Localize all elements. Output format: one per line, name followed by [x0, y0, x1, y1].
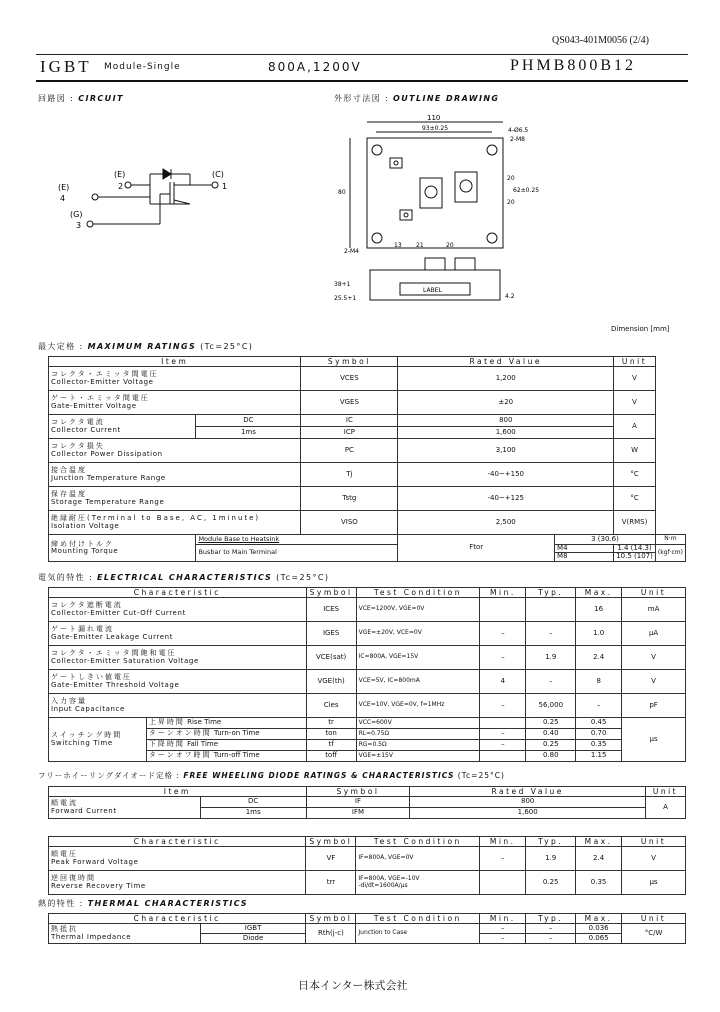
circuit-label: 3: [76, 221, 82, 230]
table-row: [49, 439, 686, 463]
text-label: Collector Power Dissipation: [51, 449, 163, 458]
elec-title: [38, 574, 329, 582]
text-label: Junction Temperature Range: [51, 473, 166, 482]
text-label: Storage Temperature Range: [51, 497, 165, 506]
table-row: [49, 924, 686, 934]
text-label: -di/dt=1600A/µs: [358, 881, 408, 889]
table-cell: Test Condition: [356, 837, 480, 847]
outline-dim: 38+1: [334, 281, 351, 288]
table-cell: DC: [196, 415, 301, 427]
table-cell: –: [480, 729, 526, 740]
table-row: [49, 718, 686, 729]
table-cell: 56,000: [526, 694, 576, 718]
table-cell: [49, 871, 306, 895]
table-cell: 2.4: [576, 646, 622, 670]
table-cell: Characteristic: [49, 588, 307, 598]
table-cell: Symbol: [306, 588, 356, 598]
table-cell: IFM: [306, 808, 410, 819]
table-cell: 1.9: [526, 847, 576, 871]
table-cell: µs: [622, 871, 686, 895]
text-label: コレクタ損失: [51, 442, 105, 451]
table-cell: tr: [306, 718, 356, 729]
table-cell: Cies: [306, 694, 356, 718]
outline-dim: 20: [507, 199, 515, 206]
table-cell: 2.4: [576, 847, 622, 871]
table-cell: Diode: [200, 934, 306, 944]
table-cell: –: [480, 622, 526, 646]
module-type: Module-Single: [104, 62, 181, 72]
table-cell: Unit: [622, 588, 686, 598]
table-cell: [49, 415, 196, 439]
rating-summary: 800A,1200V: [268, 60, 362, 74]
text-label: Collector-Emitter Voltage: [51, 377, 154, 386]
circuit-diagram: [50, 160, 240, 240]
circuit-label: (E): [58, 183, 70, 192]
table-cell: 0.70: [576, 729, 622, 740]
table-cell: [49, 511, 301, 535]
table-cell: 10.5 (107): [614, 553, 656, 561]
text-label: Gate-Emitter Voltage: [51, 401, 137, 410]
table-cell: -40~+125: [398, 487, 614, 511]
text-label: 熱抵抗: [51, 925, 78, 934]
table-cell: RL=0.75Ω: [356, 729, 480, 740]
text-label: 逆回復時間: [51, 874, 96, 883]
outline-dim: 20: [446, 242, 454, 249]
text-label: ELECTRICAL CHARACTERISTICS: [97, 573, 273, 582]
table-cell: [480, 871, 526, 895]
table-cell: [49, 463, 301, 487]
table-cell: Characteristic: [49, 914, 306, 924]
text-label: Isolation Voltage: [51, 521, 120, 530]
table-cell: Symbol: [306, 787, 410, 797]
table-cell: [480, 718, 526, 729]
outline-dim: 110: [427, 114, 441, 122]
circuit-label: (E): [114, 170, 126, 179]
table-cell: 0.25: [526, 740, 576, 751]
table-cell: 0.80: [526, 751, 576, 762]
table-cell: 1.15: [576, 751, 622, 762]
table-cell: IC=800A, VGE=15V: [356, 646, 480, 670]
outline-section-title: [334, 95, 499, 103]
table-header-row: [49, 588, 686, 598]
table-row: [49, 670, 686, 694]
text-label: スイッチング時間: [51, 731, 123, 740]
table-cell: 3 (30.6): [555, 535, 656, 545]
text-label: 下降時間: [148, 740, 185, 749]
document-number: QS043-401M0056 (2/4): [552, 35, 649, 46]
text-label: フリーホイーリングダイオード定格 :: [38, 771, 180, 780]
text-label: FREE WHEELING DIODE RATINGS & CHARACTERISTICS: [183, 771, 455, 780]
text-label: THERMAL CHARACTERISTICS: [87, 899, 248, 908]
table-cell: V(RMS): [614, 511, 656, 535]
table-cell: IGES: [306, 622, 356, 646]
table-cell: Typ.: [526, 837, 576, 847]
table-cell: Max.: [576, 837, 622, 847]
table-cell: 1,200: [398, 367, 614, 391]
text-label: Thermal Impedance: [51, 932, 132, 941]
table-cell: Typ.: [526, 588, 576, 598]
text-label: 熱的特性 :: [38, 899, 84, 908]
text-label: ターンオフ時間: [148, 751, 212, 760]
table-cell: –: [526, 622, 576, 646]
outline-dim: 25.5+1: [334, 295, 357, 302]
text-label: 最大定格 :: [38, 342, 84, 351]
table-cell: mA: [622, 598, 686, 622]
part-number: PHMB800B12: [510, 57, 637, 74]
table-cell: 0.35: [576, 740, 622, 751]
table-cell: 0.25: [526, 718, 576, 729]
table-cell: 16: [576, 598, 622, 622]
outline-dim: 4.2: [505, 293, 515, 300]
text-label: ゲート漏れ電流: [51, 625, 114, 634]
table-cell: [49, 391, 301, 415]
table-cell: Rated Value: [410, 787, 646, 797]
table-cell: 1.0: [576, 622, 622, 646]
table-cell: 0.065: [576, 934, 622, 944]
outline-dim: 80: [338, 189, 346, 196]
table-cell: –: [480, 740, 526, 751]
table-cell: Junction to Case: [356, 924, 480, 944]
fwd-char-table: [48, 836, 686, 895]
table-cell: 1ms: [196, 427, 301, 439]
table-header-row: [49, 787, 686, 797]
circuit-label: 4: [60, 194, 66, 203]
table-cell: Symbol: [306, 914, 356, 924]
table-cell: Ftor: [398, 535, 555, 562]
table-cell: 8: [576, 670, 622, 694]
table-cell: N·m: [655, 535, 685, 545]
table-cell: IC: [301, 415, 398, 427]
table-cell: VISO: [301, 511, 398, 535]
text-label: MAXIMUM RATINGS: [87, 342, 197, 351]
table-cell: M8: [555, 553, 614, 561]
text-label: コレクタ電流: [51, 418, 105, 427]
table-cell: [49, 718, 147, 762]
text-label: Collector Current: [51, 425, 121, 434]
text-label: OUTLINE DRAWING: [393, 94, 500, 103]
table-cell: –: [526, 934, 576, 944]
table-cell: VGE(th): [306, 670, 356, 694]
table-cell: Test Condition: [356, 914, 480, 924]
table-cell: IF=800A, VGE=0V: [356, 847, 480, 871]
table-cell: –: [576, 694, 622, 718]
table-cell: Max.: [576, 914, 622, 924]
table-cell: V: [614, 367, 656, 391]
table-cell: Tj: [301, 463, 398, 487]
table-header-row: [49, 914, 686, 924]
table-cell: ICP: [301, 427, 398, 439]
table-cell: 0.45: [576, 718, 622, 729]
table-cell: VGE=±15V: [356, 751, 480, 762]
col-header: Item: [49, 357, 301, 367]
table-cell: Characteristic: [49, 837, 306, 847]
table-cell: [49, 670, 307, 694]
text-label: (Tc=25°C): [457, 771, 505, 780]
col-header: Symbol: [301, 357, 398, 367]
table-cell: VCE=10V, VGE=0V, f=1MHz: [356, 694, 480, 718]
table-row: [49, 487, 686, 511]
table-cell: VGES: [301, 391, 398, 415]
table-cell: ton: [306, 729, 356, 740]
table-row: [49, 535, 686, 545]
text-label: (Tc=25°C): [276, 573, 330, 582]
table-cell: A: [614, 415, 656, 439]
table-cell: [49, 694, 307, 718]
table-cell: VCES: [301, 367, 398, 391]
text-label: Reverse Recovery Time: [51, 881, 146, 890]
table-cell: Busbar to Main Terminal: [196, 545, 398, 562]
text-label: ゲート・エミッタ間電圧: [51, 394, 150, 403]
table-cell: 0.036: [576, 924, 622, 934]
col-header: Rated Value: [398, 357, 614, 367]
table-cell: µs: [622, 718, 686, 762]
text-label: Peak Forward Voltage: [51, 857, 139, 866]
text-label: コレクタ遮断電流: [51, 601, 123, 610]
text-label: ターンオン時間: [148, 729, 212, 738]
table-cell: Unit: [622, 914, 686, 924]
table-cell: pF: [622, 694, 686, 718]
table-cell: W: [614, 439, 656, 463]
circuit-label: 1: [222, 182, 228, 191]
table-cell: 1ms: [200, 808, 306, 819]
table-cell: –: [480, 934, 526, 944]
fwd-title: [38, 772, 505, 780]
circuit-label: (G): [70, 210, 83, 219]
table-cell: –: [480, 847, 526, 871]
table-row: [49, 511, 686, 535]
text-label: ゲートしきい値電圧: [51, 673, 132, 682]
outline-dim: 62±0.25: [513, 187, 540, 194]
table-cell: µA: [622, 622, 686, 646]
text-label: コレクタ・エミッタ間飽和電圧: [51, 649, 177, 658]
dimension-unit: Dimension [mm]: [611, 325, 670, 333]
table-cell: RG=0.5Ω: [356, 740, 480, 751]
text-label: Gate-Emitter Threshold Voltage: [51, 680, 180, 689]
table-cell: 0.35: [576, 871, 622, 895]
table-cell: V: [614, 391, 656, 415]
outline-dim: 2-M8: [510, 136, 525, 143]
table-cell: [49, 847, 306, 871]
table-cell: [49, 535, 196, 562]
table-row: [49, 646, 686, 670]
outline-dim: 93±0.25: [422, 125, 449, 132]
table-row: [49, 871, 686, 895]
table-cell: 800: [410, 797, 646, 808]
table-cell: 4: [480, 670, 526, 694]
table-cell: Item: [49, 787, 307, 797]
table-cell: DC: [200, 797, 306, 808]
table-cell: [49, 439, 301, 463]
table-cell: 800: [398, 415, 614, 427]
table-cell: [49, 487, 301, 511]
text-label: 順電圧: [51, 850, 78, 859]
text-label: 締め付けトルク: [51, 539, 114, 548]
table-cell: PC: [301, 439, 398, 463]
text-label: CIRCUIT: [78, 94, 124, 103]
text-label: 回路図 :: [38, 94, 75, 103]
text-label: Turn-on Time: [213, 729, 260, 738]
table-cell: Unit: [645, 787, 685, 797]
table-cell: 1.9: [526, 646, 576, 670]
table-cell: Rth(j-c): [306, 924, 356, 944]
table-cell: (kgf·cm): [655, 545, 685, 562]
text-label: 絶縁耐圧(Terminal to Base, AC, 1minute): [51, 514, 261, 523]
text-label: Mounting Torque: [51, 546, 119, 555]
table-cell: trr: [306, 871, 356, 895]
table-cell: Typ.: [526, 914, 576, 924]
table-cell: -40~+150: [398, 463, 614, 487]
table-cell: VCE(sat): [306, 646, 356, 670]
text-label: 外形寸法図 :: [334, 94, 390, 103]
table-row: [49, 622, 686, 646]
table-cell: Min.: [480, 914, 526, 924]
table-cell: IF: [306, 797, 410, 808]
table-cell: 3,100: [398, 439, 614, 463]
table-cell: 0.40: [526, 729, 576, 740]
outline-dim: LABEL: [423, 287, 442, 294]
table-cell: V: [622, 646, 686, 670]
table-cell: [480, 598, 526, 622]
table-cell: VCC=600V: [356, 718, 480, 729]
text-label: IF=800A, VGE=-10V: [358, 875, 420, 883]
table-cell: IGBT: [200, 924, 306, 934]
table-cell: M4: [555, 545, 614, 553]
table-cell: Module Base to Heatsink: [196, 535, 398, 545]
table-header-row: [49, 837, 686, 847]
table-cell: [356, 871, 480, 895]
text-label: 順電流: [51, 799, 78, 808]
text-label: Collector-Emitter Saturation Voltage: [51, 656, 199, 665]
col-header: Unit: [614, 357, 656, 367]
table-cell: VCE=5V, IC=800mA: [356, 670, 480, 694]
table-row: [49, 463, 686, 487]
text-label: Gate-Emitter Leakage Current: [51, 632, 174, 641]
thermal-table: [48, 913, 686, 944]
table-cell: toff: [306, 751, 356, 762]
table-cell: Min.: [480, 588, 526, 598]
text-label: Input Capacitance: [51, 704, 125, 713]
header-top-rule: [36, 54, 688, 55]
outline-dim: 20: [507, 175, 515, 182]
text-label: 接合温度: [51, 466, 87, 475]
table-row: [49, 598, 686, 622]
text-label: コレクタ・エミッタ間電圧: [51, 370, 159, 379]
table-cell: 0.25: [526, 871, 576, 895]
thermal-title: [38, 900, 248, 908]
table-cell: Min.: [480, 837, 526, 847]
table-cell: –: [480, 646, 526, 670]
table-cell: –: [526, 924, 576, 934]
text-label: 保存温度: [51, 490, 87, 499]
table-cell: V: [622, 670, 686, 694]
text-label: 上昇時間: [148, 718, 185, 727]
text-label: 入力容量: [51, 697, 87, 706]
table-cell: Max.: [576, 588, 622, 598]
table-cell: [146, 729, 306, 740]
table-cell: 1,600: [398, 427, 614, 439]
text-label: (Tc=25°C): [200, 342, 254, 351]
table-cell: [146, 740, 306, 751]
table-cell: ±20: [398, 391, 614, 415]
table-cell: A: [645, 797, 685, 819]
table-cell: [49, 622, 307, 646]
table-cell: [49, 924, 201, 944]
text-label: Forward Current: [51, 806, 117, 815]
table-cell: VCE=1200V, VGE=0V: [356, 598, 480, 622]
table-cell: ICES: [306, 598, 356, 622]
outline-dim: 21: [416, 242, 424, 249]
table-row: [49, 367, 686, 391]
table-row: [49, 797, 686, 808]
table-cell: [146, 751, 306, 762]
table-cell: [480, 751, 526, 762]
table-header-row: [49, 357, 686, 367]
table-cell: °C: [614, 463, 656, 487]
text-label: Fall Time: [187, 740, 219, 749]
text-label: Switching Time: [51, 738, 113, 747]
circuit-label: 2: [118, 182, 124, 191]
table-row: [49, 391, 686, 415]
max-ratings-title: [38, 343, 253, 351]
fwd-rating-table: [48, 786, 686, 819]
table-cell: –: [480, 694, 526, 718]
company-name: 日本インター株式会社: [298, 979, 408, 992]
text-label: Collector-Emitter Cut-Off Current: [51, 608, 186, 617]
table-cell: –: [526, 670, 576, 694]
table-cell: V: [622, 847, 686, 871]
outline-dim: 2-M4: [344, 248, 359, 255]
table-cell: VGE=±20V, VCE=0V: [356, 622, 480, 646]
circuit-label: (C): [212, 170, 224, 179]
table-cell: [49, 367, 301, 391]
header-bottom-rule: [36, 80, 688, 82]
table-cell: [49, 646, 307, 670]
table-cell: Tstg: [301, 487, 398, 511]
table-cell: °C/W: [622, 924, 686, 944]
igbt-label: IGBT: [40, 57, 92, 76]
max-ratings-table: [48, 356, 686, 562]
circuit-section-title: [38, 95, 124, 103]
table-cell: 1.4 (14.3): [614, 545, 656, 553]
table-cell: 1,600: [410, 808, 646, 819]
text-label: 電気的特性 :: [38, 573, 94, 582]
outline-dim: 4-Ø6.5: [508, 127, 529, 134]
table-cell: [146, 718, 306, 729]
table-row: [49, 415, 686, 427]
table-cell: Test Condition: [356, 588, 480, 598]
table-cell: Symbol: [306, 837, 356, 847]
electrical-table: [48, 587, 686, 762]
table-row: [49, 694, 686, 718]
table-cell: [49, 598, 307, 622]
text-label: Turn-off Time: [213, 751, 260, 760]
table-cell: tf: [306, 740, 356, 751]
table-cell: 2,500: [398, 511, 614, 535]
table-cell: Unit: [622, 837, 686, 847]
text-label: Rise Time: [187, 718, 222, 727]
table-cell: VF: [306, 847, 356, 871]
table-cell: [49, 797, 201, 819]
outline-drawing: [330, 110, 540, 320]
table-cell: °C: [614, 487, 656, 511]
table-cell: –: [480, 924, 526, 934]
outline-dim: 13: [394, 242, 402, 249]
table-cell: [526, 598, 576, 622]
table-row: [49, 847, 686, 871]
